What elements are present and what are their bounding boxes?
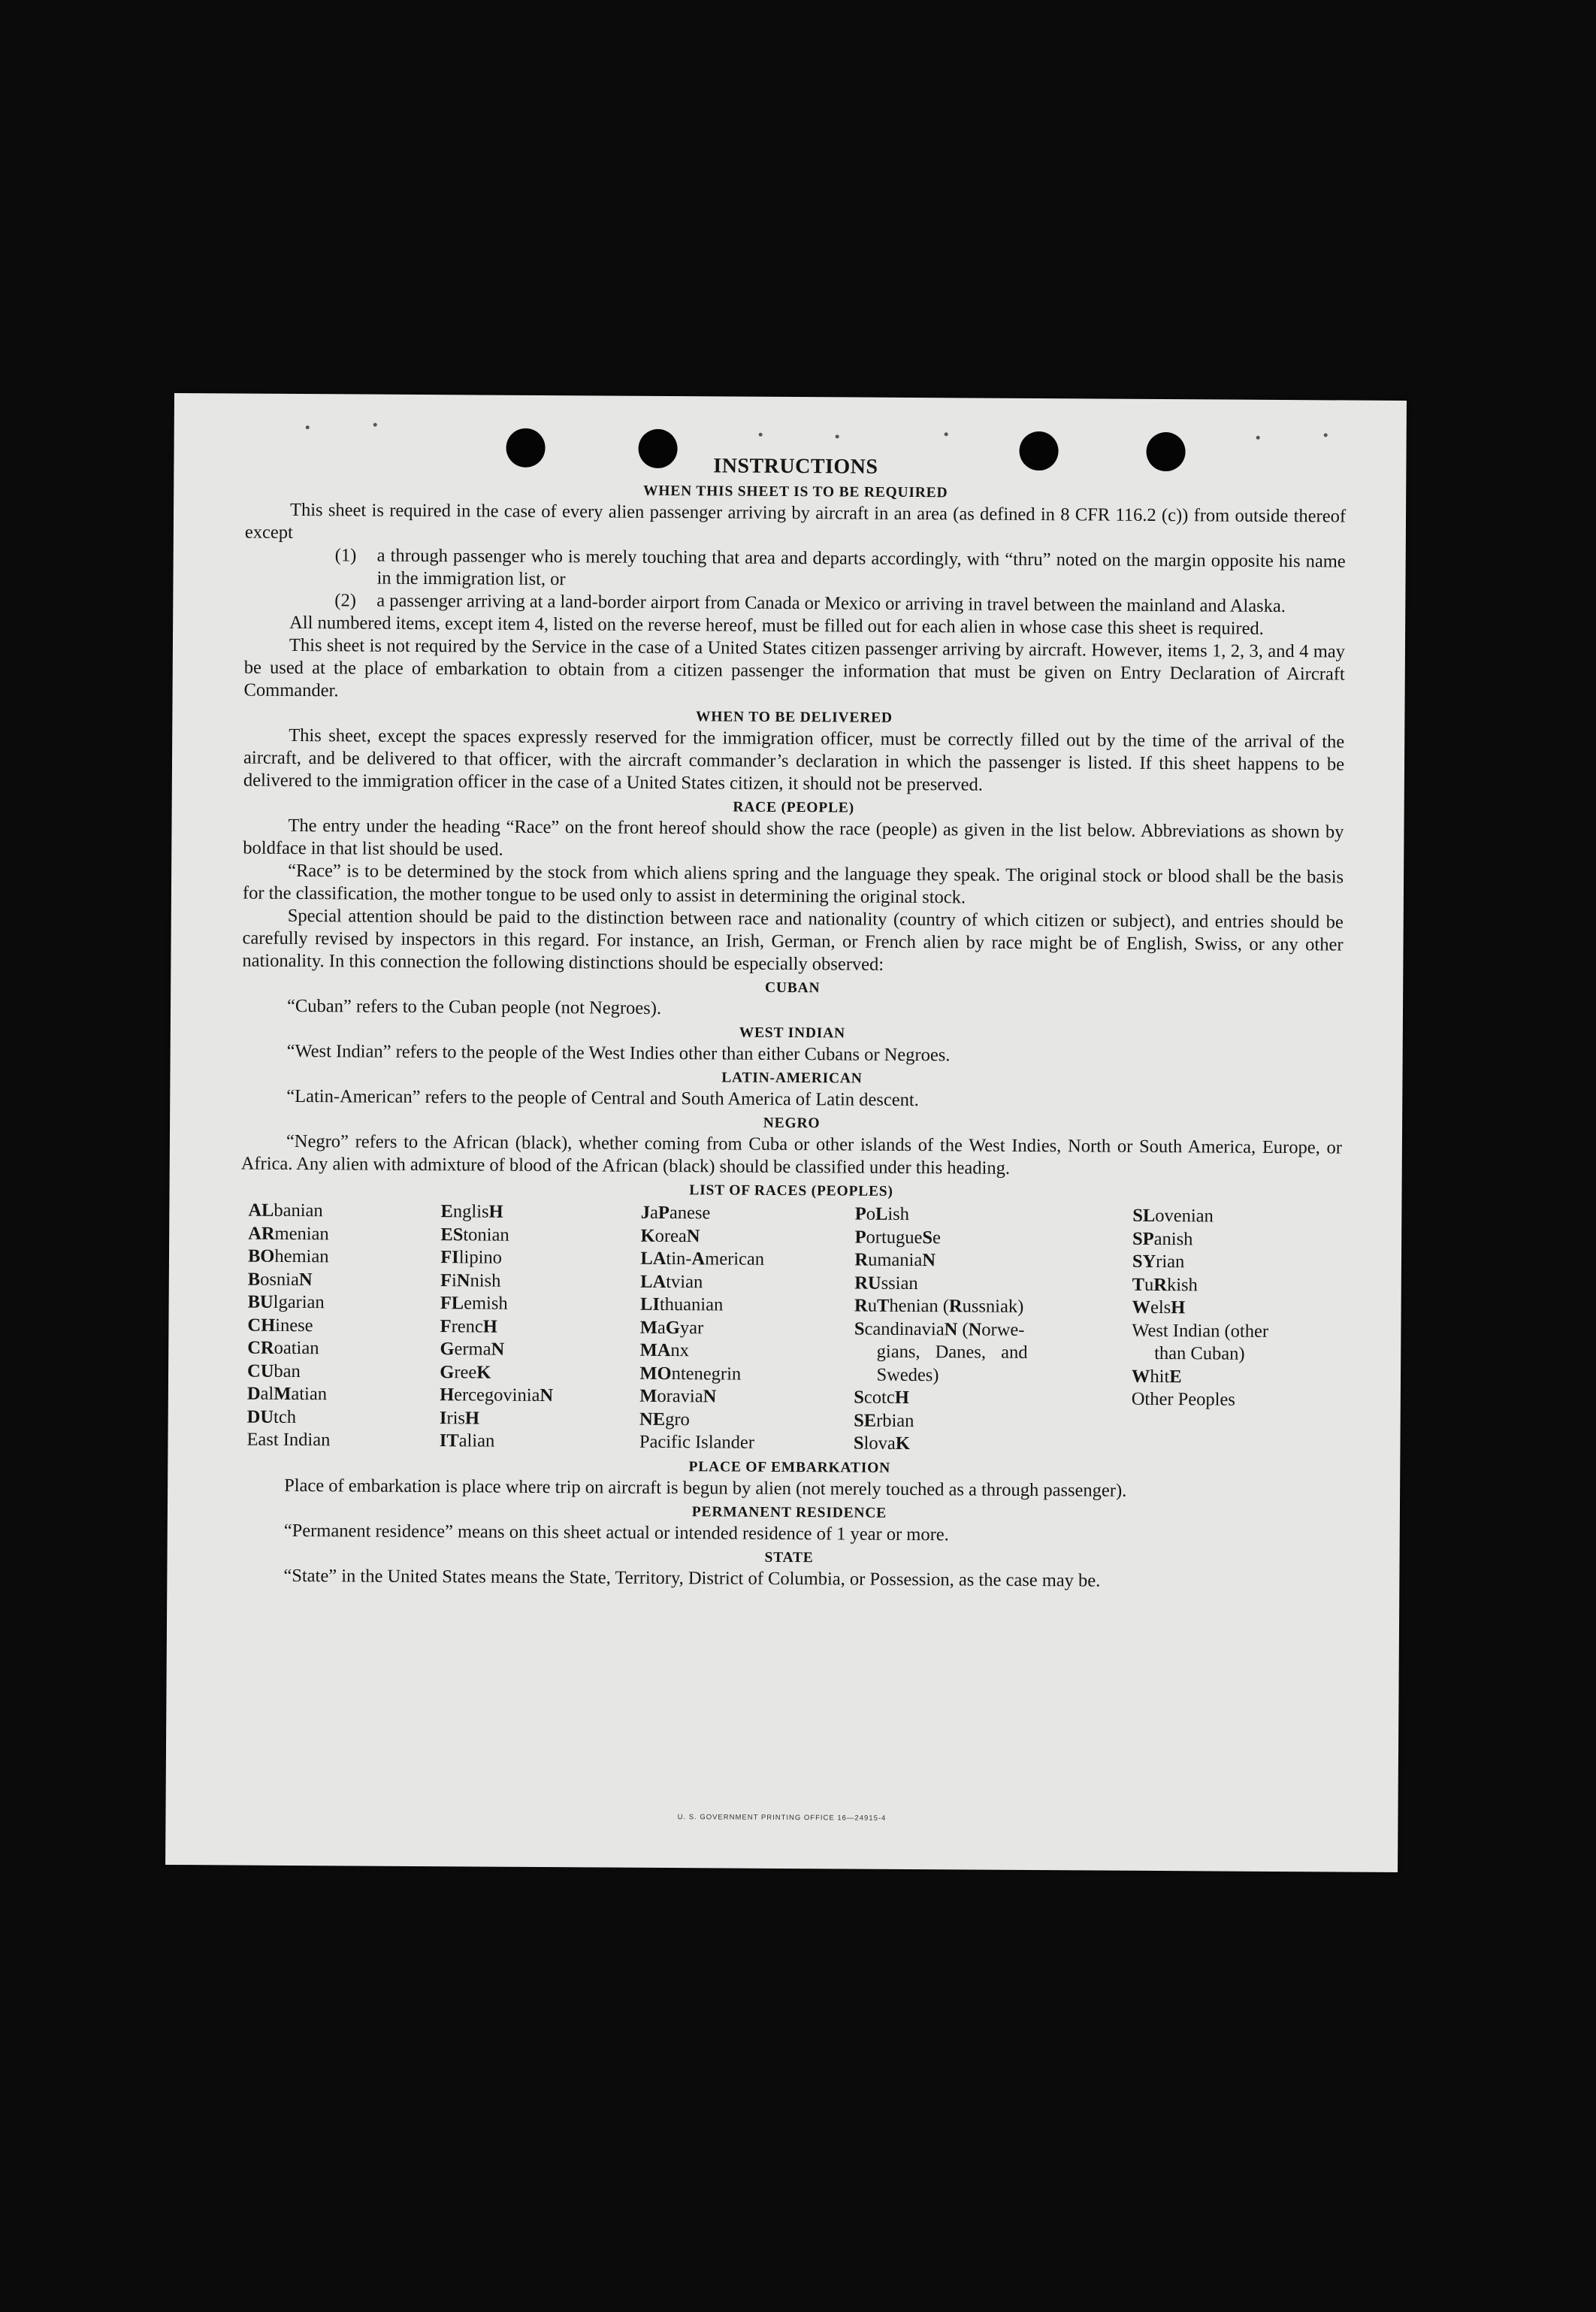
instructions-body [238, 451, 1346, 1593]
heading-when-required: WHEN THIS SHEET IS TO BE REQUIRED [642, 483, 948, 501]
race-entry: Other Peoples [1131, 1388, 1235, 1410]
paper-speck [836, 434, 839, 438]
race-entry: ITalian [439, 1430, 495, 1451]
race-entry: East Indian [246, 1429, 331, 1451]
race-entry: BOhemian [247, 1245, 329, 1267]
race-entry: LAtvian [640, 1271, 703, 1292]
paragraph: The entry under the heading “Race” on the front hereof should show the race (people) as given in the list below. Abbreviations as shown by boldface in that list should be used. [243, 815, 1344, 860]
race-entry: TuRkish [1132, 1274, 1198, 1295]
race-entry: PortugueSe [854, 1227, 942, 1248]
race-entry: PoLish [854, 1203, 910, 1224]
paragraph: Special attention should be paid to the distinction between race and nationality (country of which citizen or subject), and entries should be carefully revised by inspectors in this regard. For instance, an Irish, German, or French alien by race might be of English, Swiss, or any other nationality. In this connection the following distinctions should be especially observed: [242, 905, 1344, 975]
race-entry: ScotcH [854, 1387, 909, 1408]
race-entry: HercegoviniaN [440, 1384, 554, 1406]
race-entry: FLemish [440, 1293, 508, 1314]
race-entry: EnglisH [440, 1201, 503, 1222]
paragraph: This sheet is not required by the Service in the case of a United States citizen passenger arriving by aircraft. However, items 1, 2, 3, and 4 may be used at the place of embarkation to obtain from a citizen passenger the information that must be given on Entry Declaration of Aircraft Commander. [243, 634, 1346, 701]
race-entry: RUssian [854, 1273, 918, 1294]
paragraph: “Race” is to be determined by the stock from which aliens spring and the language they speak. The original stock or blood shall be the basis for the classification, the mother tongue to be used only to assist in determining the original stock. [242, 860, 1344, 908]
race-entry: SlovaK [853, 1433, 910, 1454]
race-entry: EStonian [440, 1224, 509, 1245]
race-entry: SErbian [854, 1410, 914, 1431]
race-entry: SPanish [1132, 1228, 1193, 1249]
instruction-sheet [165, 393, 1407, 1872]
race-entry: MaGyar [639, 1317, 704, 1338]
heading-permanent-residence: PERMANENT RESIDENCE [691, 1503, 887, 1521]
list-item [244, 544, 1345, 596]
heading-cuban: CUBAN [764, 979, 821, 997]
race-column [639, 1202, 855, 1455]
race-entry: BosniaN [247, 1269, 313, 1290]
race-column [246, 1200, 440, 1453]
race-entry: CUban [246, 1360, 301, 1381]
race-entry: IrisH [439, 1407, 480, 1428]
race-entry: NEgro [639, 1409, 690, 1430]
race-entry: RuThenian (Russniak) [854, 1295, 1024, 1317]
race-entry: ScandinaviaN (Norwe- [854, 1318, 1025, 1340]
heading-list-of-races: LIST OF RACES (PEOPLES) [689, 1182, 893, 1200]
item-number: (1) [334, 545, 357, 566]
page-title: INSTRUCTIONS [713, 454, 878, 479]
race-entry: Swedes) [876, 1364, 939, 1385]
race-entry: BUlgarian [247, 1291, 325, 1313]
heading-place-of-embarkation: PLACE OF EMBARKATION [688, 1458, 891, 1476]
item-number: (2) [334, 590, 356, 611]
paragraph: “Cuban” refers to the Cuban people (not Negroes). [286, 995, 662, 1018]
paper-speck [1324, 433, 1328, 437]
race-entry: MOntenegrin [639, 1363, 742, 1384]
heading-negro: NEGRO [763, 1115, 821, 1132]
race-column [1131, 1205, 1341, 1458]
race-entry: SLovenian [1132, 1205, 1214, 1227]
race-entry: KoreaN [640, 1225, 700, 1246]
paragraph: Place of embarkation is place where trip on aircraft is begun by alien (not merely touched as a through passenger). [284, 1475, 1127, 1501]
race-entry: gians, Danes, and [876, 1341, 1028, 1363]
item-text: a through passenger who is merely touching that area and departs accordingly, with “thru” noted on the margin opposite his name in the immigration list, or [376, 545, 1346, 590]
race-entry: WelsH [1132, 1297, 1186, 1318]
paragraph: “West Indian” refers to the people of the West Indies other than either Cubans or Negroes. [286, 1040, 951, 1066]
race-entry: FiNnish [440, 1269, 501, 1291]
race-entry: DalMatian [246, 1383, 328, 1405]
race-entry: WhitE [1131, 1366, 1182, 1387]
race-entry: FIlipino [440, 1247, 503, 1268]
race-entry: CRoatian [247, 1337, 319, 1359]
paragraph: “Negro” refers to the African (black), whether coming from Cuba or other islands of the West Indies, North or South America, Europe, or Africa. Any alien with admixture of blood of the African (black) should be classified under this heading. [240, 1130, 1342, 1179]
race-list [246, 1200, 1341, 1458]
race-entry: LAtin-American [640, 1248, 765, 1269]
heading-west-indian: WEST INDIAN [739, 1024, 845, 1042]
heading-when-delivered: WHEN TO BE DELIVERED [695, 709, 893, 726]
race-column [440, 1200, 641, 1454]
race-entry: MoraviaN [639, 1385, 717, 1407]
paper-speck [1256, 436, 1260, 440]
race-entry: MAnx [639, 1339, 690, 1361]
heading-race: RACE (PEOPLE) [733, 799, 854, 816]
race-entry: ALbanian [248, 1200, 323, 1221]
race-entry: West Indian (other [1132, 1320, 1269, 1342]
item-text: a passenger arriving at a land-border airport from Canada or Mexico or arriving in travel between the mainland and Alaska. [376, 590, 1286, 617]
race-entry: than Cuban) [1154, 1342, 1245, 1364]
heading-latin-american: LATIN-AMERICAN [721, 1070, 863, 1087]
race-entry: SYrian [1132, 1251, 1185, 1273]
paper-speck [373, 423, 377, 427]
race-entry: GreeK [440, 1361, 491, 1383]
paragraph: “Latin-American” refers to the people of Central and South America of Latin descent. [286, 1085, 919, 1111]
paper-speck [759, 433, 763, 437]
race-entry: LIthuanian [639, 1294, 724, 1315]
paragraph: “Permanent residence” means on this sheet actual or intended residence of 1 year or more. [283, 1520, 949, 1545]
paragraph: This sheet is required in the case of every alien passenger arriving by aircraft in an area (as defined in 8 CFR 116.2 (c)) from outside thereof except [244, 499, 1347, 543]
race-entry: ARmenian [248, 1223, 329, 1244]
heading-state: STATE [764, 1549, 814, 1566]
race-entry: FrencH [440, 1315, 497, 1337]
printer-imprint: U. S. GOVERNMENT PRINTING OFFICE 16—24915-4 [677, 1813, 887, 1823]
paragraph: This sheet, except the spaces expressly reserved for the immigration officer, must be correctly filled out by the time of the arrival of the aircraft, and be delivered to that officer, with the aircraft commander’s declaration in which the passenger is listed. If this sheet happens to be delivered to the immigration officer in the case of a United States citizen, it should not be preserved. [243, 725, 1345, 795]
race-entry: GermaN [440, 1339, 505, 1360]
race-entry: Pacific Islander [639, 1431, 755, 1453]
paper-speck [306, 425, 310, 429]
race-column [854, 1203, 1132, 1457]
paragraph: All numbered items, except item 4, listed on the reverse hereof, must be filled out for each alien in whose case this sheet is required. [289, 612, 1264, 639]
paragraph: “State” in the United States means the State, Territory, District of Columbia, or Possession, as the case may be. [283, 1565, 1101, 1591]
race-entry: JaPanese [640, 1202, 711, 1224]
race-entry: DUtch [246, 1406, 297, 1427]
paper-speck [945, 432, 948, 436]
race-entry: CHinese [247, 1315, 313, 1336]
race-entry: RumaniaN [854, 1249, 936, 1271]
